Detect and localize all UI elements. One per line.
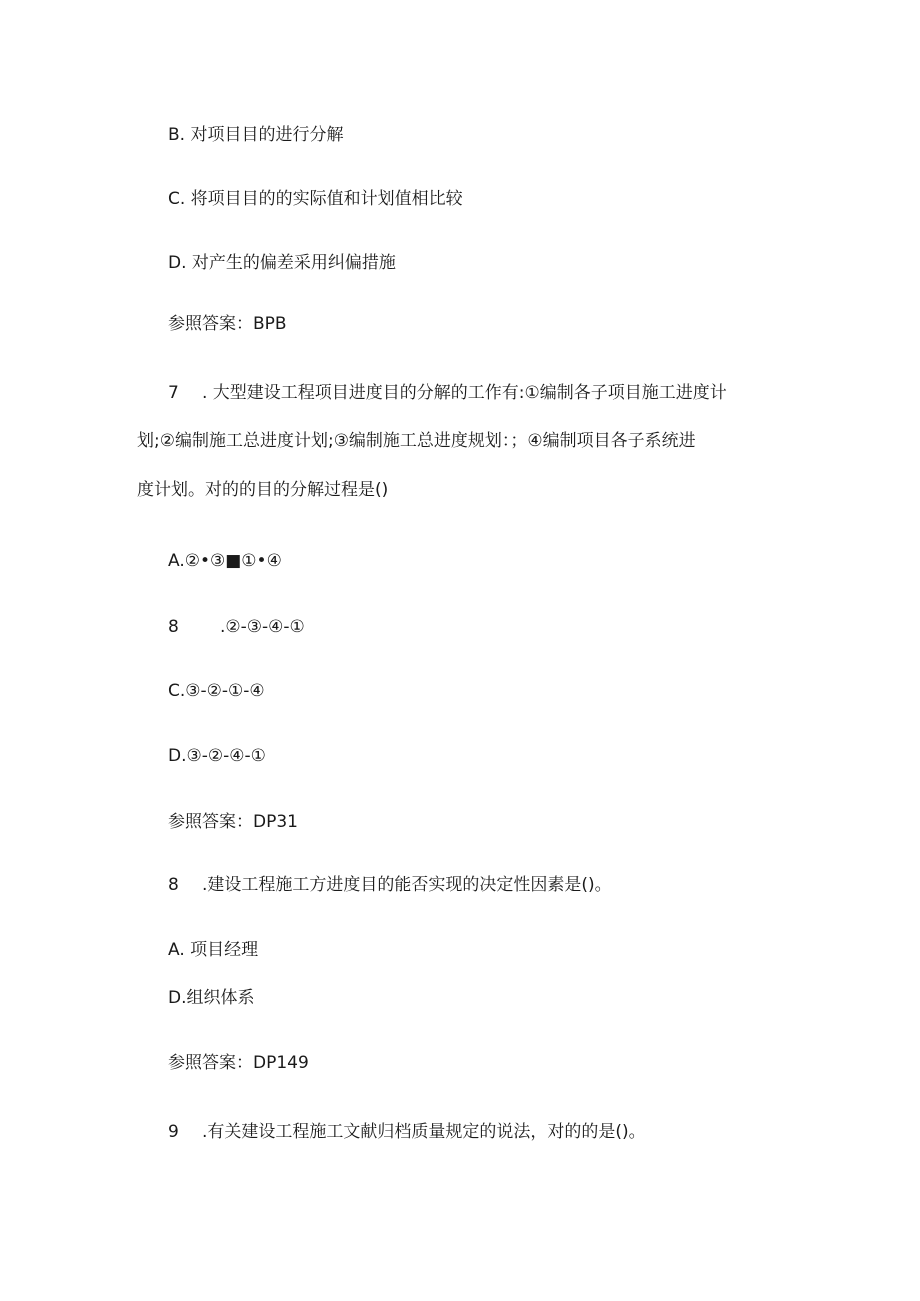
q7-option-b xyxy=(168,616,305,638)
q8-stem xyxy=(168,874,612,896)
q7-option-b-text: .②-③-④-① xyxy=(220,617,305,637)
q7-stem-line1 xyxy=(168,382,727,404)
q9-stem xyxy=(168,1121,646,1143)
q8-text: .建设工程施工方进度目的能否实现的决定性因素是()。 xyxy=(202,875,612,895)
q8-option-d: D.组织体系 xyxy=(168,988,255,1008)
q6-option-b: B. 对项目目的进行分解 xyxy=(168,125,344,145)
q7-option-a: A.②•③■①•④ xyxy=(168,551,282,571)
q7-option-c: C.③-②-①-④ xyxy=(168,681,265,701)
q7-stem-line2: 划;②编制施工总进度计划;③编制施工总进度规划：；④编制项目各子系统进 xyxy=(137,431,696,451)
q6-answer: 参照答案：BPB xyxy=(168,314,287,334)
q9-text: .有关建设工程施工文献归档质量规定的说法，对的的是()。 xyxy=(202,1122,646,1142)
q7-answer: 参照答案：DP31 xyxy=(168,812,298,832)
q6-option-c: C. 将项目目的的实际值和计划值相比较 xyxy=(168,189,463,209)
q8-answer: 参照答案：DP149 xyxy=(168,1053,309,1073)
q7-option-d: D.③-②-④-① xyxy=(168,746,266,766)
q9-number: 9 xyxy=(168,1122,179,1142)
q7-number: 7 xyxy=(168,383,179,403)
q7-option-b-number: 8 xyxy=(168,617,179,637)
q7-text-line1: . 大型建设工程项目进度目的分解的工作有:①编制各子项目施工进度计 xyxy=(202,383,727,403)
q8-number: 8 xyxy=(168,875,179,895)
q8-option-a: A. 项目经理 xyxy=(168,940,259,960)
q6-option-d: D. 对产生的偏差采用纠偏措施 xyxy=(168,253,396,273)
q7-stem-line3: 度计划。对的的目的分解过程是() xyxy=(137,480,389,500)
